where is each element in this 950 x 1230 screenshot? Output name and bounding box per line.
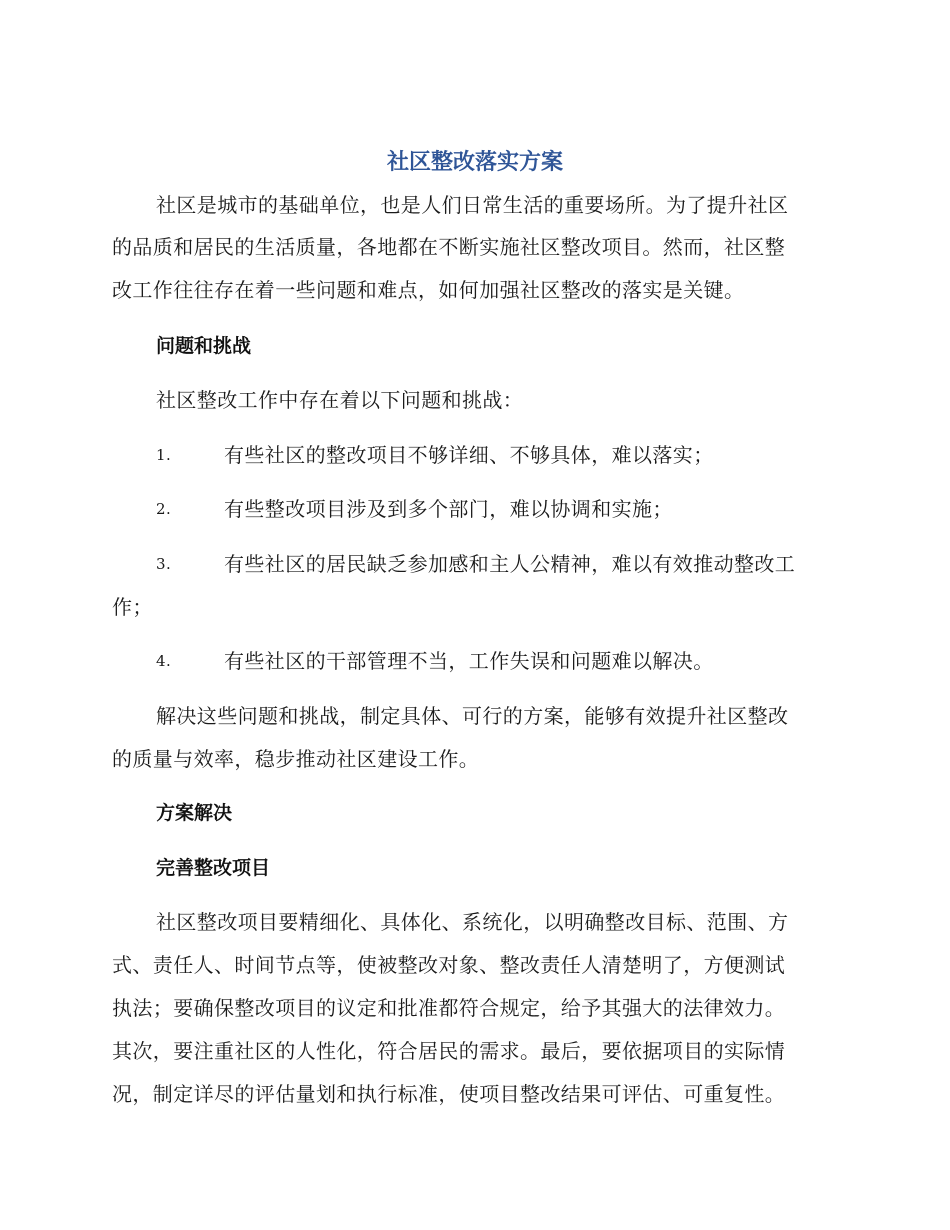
conclusion-line-1: 解决这些问题和挑战，制定具体、可行的方案，能够有效提升社区整改 xyxy=(156,704,789,728)
subsection-heading-improve-projects: 完善整改项目 xyxy=(156,857,271,879)
intro-line-2: 的品质和居民的生活质量，各地都在不断实施社区整改项目。然而，社区整 xyxy=(112,235,786,259)
body-line-5: 况，制定详尽的评估量划和执行标准，使项目整改结果可评估、可重复性。 xyxy=(112,1082,786,1106)
body-line-3: 执法；要确保整改项目的议定和批准都符合规定，给予其强大的法律效力。 xyxy=(112,996,786,1020)
list-item-number: 2. xyxy=(156,500,172,518)
intro-paragraph-line-2 xyxy=(112,228,832,266)
section2-body-line-3 xyxy=(112,989,832,1027)
section2-body-line-4 xyxy=(112,1032,832,1070)
list-item-number: 1. xyxy=(156,446,172,464)
intro-line-3: 改工作往往存在着一些问题和难点，如何加强社区整改的落实是关键。 xyxy=(112,278,745,302)
section-heading-problems: 问题和挑战 xyxy=(156,335,252,357)
intro-paragraph xyxy=(112,186,832,224)
body-line-1: 社区整改项目要精细化、具体化、系统化，以明确整改目标、范围、方 xyxy=(156,910,789,934)
list-item xyxy=(112,436,832,474)
intro-paragraph-line-3 xyxy=(112,271,832,309)
section1-lead-text: 社区整改工作中存在着以下问题和挑战： xyxy=(156,388,524,412)
section-heading-solutions: 方案解决 xyxy=(156,802,233,824)
list-item-number: 4. xyxy=(156,652,172,670)
section2-body-line-2 xyxy=(112,946,832,984)
section2-body-line-1 xyxy=(112,903,832,941)
list-item-text: 有些社区的干部管理不当，工作失误和问题难以解决。 xyxy=(224,649,714,673)
conclusion-line-2: 的质量与效率，稳步推动社区建设工作。 xyxy=(112,747,480,771)
list-item xyxy=(112,545,832,626)
section2-body-line-5 xyxy=(112,1075,832,1113)
list-item xyxy=(112,642,832,680)
document-title: 社区整改落实方案 xyxy=(386,150,563,175)
section1-lead xyxy=(112,381,832,419)
body-line-2: 式、责任人、时间节点等，使被整改对象、整改责任人清楚明了，方便测试 xyxy=(112,953,786,977)
list-item-text-wrap: 作； xyxy=(112,595,153,619)
section1-conclusion-line-1 xyxy=(112,697,832,735)
list-item-text: 有些社区的居民缺乏参加感和主人公精神，难以有效推动整改工 xyxy=(224,552,796,576)
list-item-text: 有些社区的整改项目不够详细、不够具体，难以落实； xyxy=(224,443,714,467)
section1-conclusion-line-2 xyxy=(112,740,832,778)
list-item-number: 3. xyxy=(156,555,172,573)
body-line-4: 其次，要注重社区的人性化，符合居民的需求。最后，要依据项目的实际情 xyxy=(112,1039,786,1063)
list-item xyxy=(112,490,832,528)
list-item-text: 有些整改项目涉及到多个部门，难以协调和实施； xyxy=(224,497,673,521)
intro-line-1: 社区是城市的基础单位，也是人们日常生活的重要场所。为了提升社区 xyxy=(156,193,789,217)
